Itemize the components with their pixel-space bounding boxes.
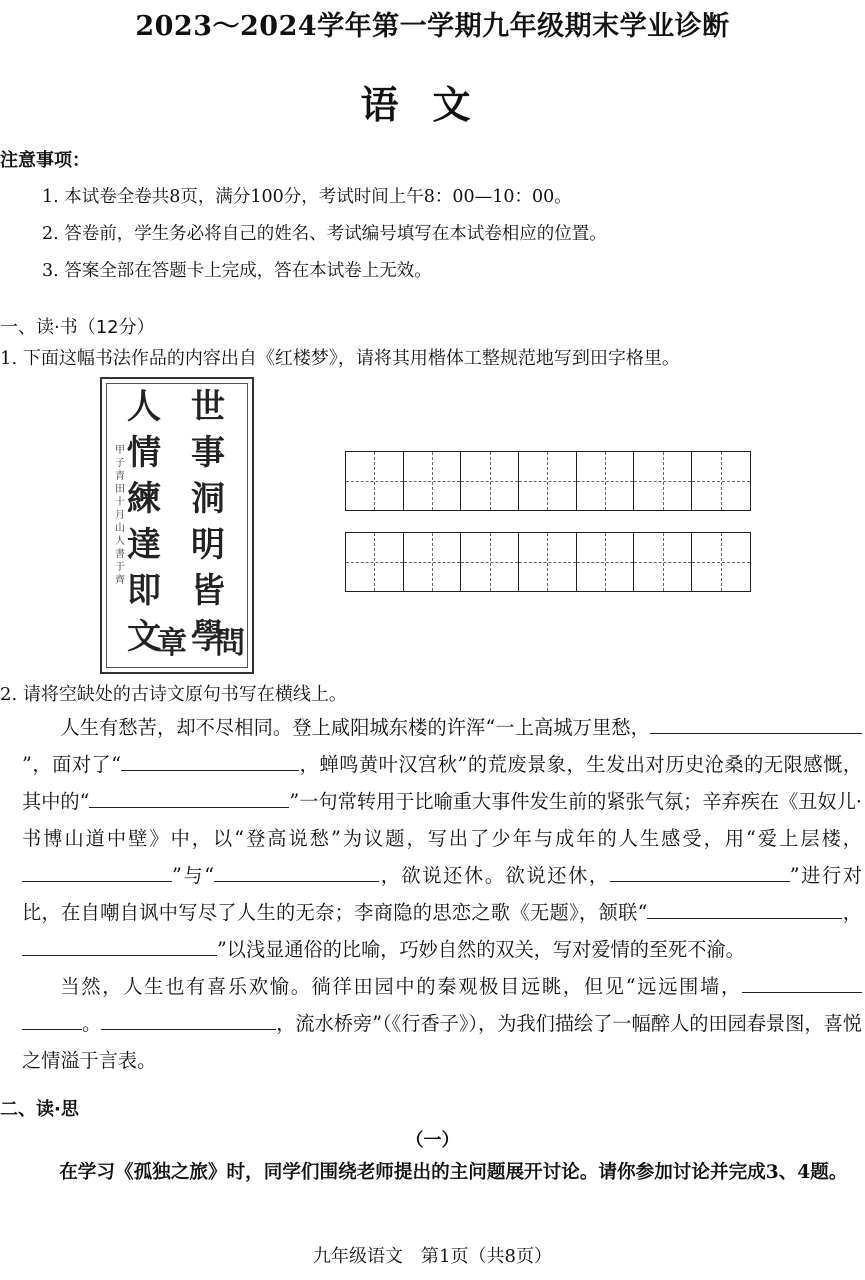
calligraphy-artwork xyxy=(100,377,254,674)
grid-cell[interactable] xyxy=(577,452,635,510)
grid-cell[interactable] xyxy=(577,533,635,591)
passage-text: 人生有愁苦，却不尽相同。登上咸阳城东楼的许浑“一上高城万里愁， xyxy=(60,716,650,739)
grid-cell[interactable] xyxy=(346,452,404,510)
grid-cell[interactable] xyxy=(461,452,519,510)
section2-part: （一） xyxy=(405,1130,460,1151)
calligraphy-char: 事 xyxy=(191,433,225,473)
passage-text: ，欲说还休。欲说还休， xyxy=(379,864,610,887)
notice-item: 3. 答案全部在答题卡上完成，答在本试卷上无效。 xyxy=(42,261,432,281)
calligraphy-char: 學 xyxy=(191,617,225,657)
passage-paragraph-1 xyxy=(22,709,862,968)
answer-blank[interactable] xyxy=(750,711,862,734)
grid-cell[interactable] xyxy=(519,533,577,591)
answer-blank[interactable] xyxy=(89,785,289,808)
calligraphy-char: 文 xyxy=(127,617,161,657)
grid-cell[interactable] xyxy=(692,533,750,591)
calligraphy-bottom-row-right xyxy=(215,624,245,664)
passage-paragraph-2 xyxy=(22,968,862,1079)
answer-blank[interactable] xyxy=(214,859,379,882)
answer-blank[interactable] xyxy=(610,859,790,882)
answer-blank[interactable] xyxy=(22,933,217,956)
section2-intro: 在学习《孤独之旅》时，同学们围绕老师提出的主问题展开讨论。请你参加讨论并完成3、4题。 xyxy=(59,1162,848,1183)
question-2-passage xyxy=(22,709,862,1079)
grid-cell[interactable] xyxy=(404,533,462,591)
calligraphy-column-right xyxy=(191,384,225,660)
calligraphy-bottom-row xyxy=(157,624,187,664)
grid-cell[interactable] xyxy=(634,533,692,591)
passage-text: 。 xyxy=(82,1012,102,1035)
calligraphy-char: 練 xyxy=(127,479,161,519)
passage-text: ，蝉鸣黄叶汉宫秋”的荒废景象，生发出对历史沧桑的无限感慨，其中的“ xyxy=(22,753,863,813)
page-footer: 九年级语文 第1页（共8页） xyxy=(313,1246,552,1267)
passage-text: ”一句常转用于比喻重大事件发生前的紧张气氛；辛弃疾在《丑奴儿·书博山道中壁》中，以“登高说愁”为议题，写出了少年与成年的人生感受，用“爱上层楼， xyxy=(22,790,862,850)
calligraphy-signature: 甲子青田十月山人書于齊 xyxy=(115,445,125,586)
writing-grid-row-2[interactable] xyxy=(345,532,751,592)
answer-blank[interactable] xyxy=(650,711,750,734)
section1-heading: 一、读·书（12分） xyxy=(0,317,155,338)
calligraphy-char: 章 xyxy=(157,626,187,661)
section2-intro-wrap xyxy=(22,1155,862,1190)
calligraphy-char: 即 xyxy=(127,571,161,611)
passage-text: ”与“ xyxy=(172,864,215,887)
writing-grid-row-1[interactable] xyxy=(345,451,751,511)
passage-text: ”以浅显通俗的比喻，巧妙自然的双关，写对爱情的至死不渝。 xyxy=(217,938,745,961)
notice-item: 1. 本试卷全卷共8页，满分100分，考试时间上午8：00—10：00。 xyxy=(42,187,572,207)
calligraphy-char: 洞 xyxy=(191,479,225,519)
grid-cell[interactable] xyxy=(404,452,462,510)
answer-blank[interactable] xyxy=(101,1007,276,1030)
calligraphy-char: 情 xyxy=(127,433,161,473)
exam-title: 2023～2024学年第一学期九年级期末学业诊断 xyxy=(135,11,730,42)
calligraphy-char: 皆 xyxy=(191,571,225,611)
grid-cell[interactable] xyxy=(461,533,519,591)
calligraphy-char: 世 xyxy=(191,387,225,427)
passage-text: ，流水桥旁”（《行香子》），为我们描绘了一幅醉人的田园春景图，喜悦之情溢于言表。 xyxy=(22,1012,862,1072)
calligraphy-char: 人 xyxy=(127,387,161,427)
subject-title: 语文 xyxy=(360,82,505,127)
section2-heading: 二、读·思 xyxy=(0,1099,79,1120)
answer-blank[interactable] xyxy=(22,1007,82,1030)
passage-text: ”，面对了“ xyxy=(22,753,122,776)
question-2: 2. 请将空缺处的古诗文原句书写在横线上。 xyxy=(0,684,347,705)
passage-text: ”进行对比，在自嘲自讽中写尽了人生的无奈；李商隐的思恋之歌《无题》，颔联“ xyxy=(22,864,863,924)
answer-blank[interactable] xyxy=(742,970,862,993)
calligraphy-column-left xyxy=(127,384,161,660)
answer-blank[interactable] xyxy=(22,859,172,882)
grid-cell[interactable] xyxy=(692,452,750,510)
answer-blank[interactable] xyxy=(121,748,299,771)
calligraphy-char: 問 xyxy=(215,626,245,661)
passage-text: 当然，人生也有喜乐欢愉。徜徉田园中的秦观极目远眺，但见“远远围墙， xyxy=(60,975,742,998)
notice-heading: 注意事项： xyxy=(0,150,90,171)
passage-text: ， xyxy=(842,901,862,924)
notice-item: 2. 答卷前，学生务必将自己的姓名、考试编号填写在本试卷相应的位置。 xyxy=(42,224,607,244)
grid-cell[interactable] xyxy=(519,452,577,510)
calligraphy-char: 明 xyxy=(191,525,225,565)
grid-cell[interactable] xyxy=(346,533,404,591)
question-1: 1. 下面这幅书法作品的内容出自《红楼梦》，请将其用楷体工整规范地写到田字格里。 xyxy=(0,348,680,369)
calligraphy-char: 達 xyxy=(127,525,161,565)
grid-cell[interactable] xyxy=(634,452,692,510)
answer-blank[interactable] xyxy=(647,896,842,919)
